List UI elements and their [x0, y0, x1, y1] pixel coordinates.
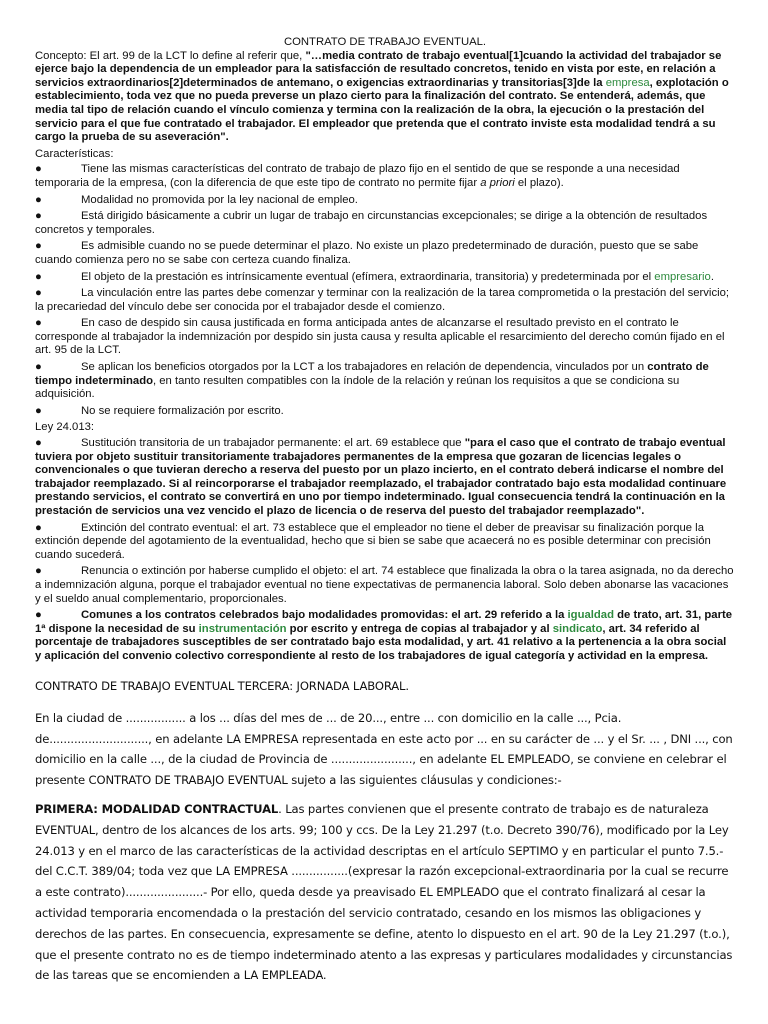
clause-primera: [35, 799, 735, 986]
bullet-glyph: ●: [35, 317, 42, 330]
bullet-bold: contrato de tiempo indeterminado: [35, 361, 709, 387]
bullet-item: [35, 271, 735, 285]
ley-text: Comunes a los contratos celebrados bajo modalidades promovidas: el art. 29 referido a la: [81, 609, 568, 622]
bullet-item: [35, 361, 735, 402]
link-empresa[interactable]: empresa: [605, 76, 650, 89]
ley-text: Extinción del contrato eventual: el art. 73 establece que el empleador no tiene el deber de preavisar su finalización porque la extinción depende del agotamiento de la eventualidad, hecho que si bien se sabe que acaecerá no es posible determinar con precisión cuando sucederá.: [35, 521, 711, 561]
bullet-glyph: ●: [35, 240, 42, 253]
concepto-quote: "…media contrato de trabajo eventual[1]cuando la actividad del trabajador se ejerce bajo la dependencia de un empleador para la satisfacción de resultado concretos, tenido en vista por este, en relación a servicios extraordinarios[2]determinados de antemano, o exigencias extraordinarias y transitorias[3]de la: [35, 49, 722, 89]
ley-item: [35, 437, 735, 519]
bullet-text-end: , en tanto resulten compatibles con la índole de la relación y reúnan los requisitos a que se condiciona su adquisición.: [35, 374, 680, 401]
ley-text: , art. 34 referido al porcentaje de trabajadores susceptibles de ser contratado bajo esta modalidad, y art. 41 relativo a la pertenencia a la obra social y aplicación del convenio colectivo correspondiente al resto de los trabajadores de igual categoría y actividad en la empresa.: [35, 622, 727, 662]
bullet-glyph: ●: [35, 210, 42, 223]
bullet-text: No se requiere formalización por escrito.: [81, 404, 284, 417]
bullet-item: [35, 210, 735, 237]
bullet-glyph: ●: [35, 361, 42, 374]
link-igualdad[interactable]: igualdad: [567, 609, 614, 622]
ley-text: por escrito y entrega de copias al trabajador y al: [286, 622, 553, 635]
link-instrumentacion[interactable]: instrumentación: [198, 622, 287, 635]
ley-text: de trato, art. 31, parte 1ª dispone la necesidad de su: [35, 609, 733, 635]
contract-intro: En la ciudad de ................. a los ... días del mes de ... de 20..., entre ... con domicilio en la calle ..., Pcia. de............................, en adelante LA EMPRESA representada en este acto por ... en su carácter de ... y el Sr. ... , DNI ..., con domicilio en la calle ..., de la ciudad de Provincia de ......................., en adelante EL EMPLEADO, se conviene en celebrar el presente CONTRATO DE TRABAJO EVENTUAL sujeto a las siguientes cláusulas y condiciones:-: [35, 710, 733, 788]
bullet-glyph: ●: [35, 565, 42, 578]
ley-item: [35, 565, 735, 606]
bullet-text-end: .: [710, 270, 714, 283]
document-title: CONTRATO DE TRABAJO EVENTUAL.: [283, 36, 487, 48]
bullet-text: Se aplican los beneficios otorgados por la LCT a los trabajadores en relación de dependencia, vinculados por un: [81, 361, 648, 374]
ley-item: [35, 522, 735, 563]
summary-section: [35, 36, 735, 667]
bullet-italic: a priori: [480, 176, 515, 189]
bullet-text: Es admisible cuando no se puede determinar el plazo. No existe un plazo predeterminado de duración, puesto que se sabe cuando comienza pero no se sabe con certeza cuando finaliza.: [35, 240, 699, 266]
ley-text: Renuncia o extinción por haberse cumplido el objeto: el art. 74 establece que finalizada la obra o la tarea asignada, no da derecho a indemnización alguna, porque el trabajador eventual no tiene expectativas de permanencia laboral. Solo deben abonarse las vacaciones y el sueldo anual complementario, proporcionales.: [35, 565, 734, 605]
bullet-glyph: ●: [35, 287, 42, 300]
bullet-item: [35, 194, 735, 208]
bullet-text-end: el plazo).: [514, 176, 564, 189]
bullet-item: [35, 405, 735, 419]
bullet-glyph: ●: [35, 193, 42, 206]
bullet-glyph: ●: [35, 437, 42, 450]
bullet-text: En caso de despido sin causa justificada en forma anticipada antes de alcanzarse el resultado previsto en el contrato le corresponde al trabajador la indemnización por despido sin justa causa y resulta aplicable el resarcimiento del derecho común fijado en el art. 95 de la LCT.: [35, 317, 725, 357]
concepto-intro: Concepto: El art. 99 de la LCT lo define al referir que,: [35, 49, 306, 62]
ley-bold: "para el caso que el contrato de trabajo eventual tuviera por objeto sustituir transitoriamente trabajadores permanentes de la empresa que gozaran de licencias legales o convencionales o que tuvieran derecho a reserva del puesto por un plazo incierto, en el contrato deberá indicarse el nombre del trabajador reemplazado. Si al reincorporarse el trabajador reemplazado, el trabajador contratado bajo esta modalidad continuare prestando servicios, el contrato se convertirá en uno por tiempo indeterminado. Igual consecuencia tendrá la continuación en la prestación de servicios una vez vencido el plazo de licencia o de reserva del puesto del trabajador reemplazado".: [35, 437, 727, 517]
link-sindicato[interactable]: sindicato: [552, 622, 603, 635]
bullet-text: Modalidad no promovida por la ley nacional de empleo.: [81, 193, 358, 206]
ley-label: Ley 24.013:: [35, 421, 95, 434]
bullet-glyph: ●: [35, 521, 42, 534]
clause-primera-label: PRIMERA: MODALIDAD CONTRACTUAL: [35, 801, 279, 816]
bullet-glyph: ●: [35, 404, 42, 417]
bullet-glyph: ●: [35, 163, 42, 176]
bullet-item: [35, 287, 735, 314]
bullet-text: Está dirigido básicamente a cubrir un lugar de trabajo en circunstancias excepcionales; se dirige a la obtención de resultados concretos y temporales.: [35, 210, 708, 236]
caracteristicas-label: Características:: [35, 147, 114, 160]
ley-item: [35, 609, 735, 663]
contract-section: [35, 676, 735, 994]
ley-text: Sustitución transitoria de un trabajador permanente: el art. 69 establece que: [81, 437, 465, 450]
concepto-quote-end: , explotación o establecimiento, toda vez que no pueda preverse un plazo cierto para la finalización del contrato. Se entenderá, además, que media tal tipo de relación cuando el vínculo comienza y termina con la realización de la obra, la ejecución o la prestación del servicio para el que fue contratado el trabajador. El empleador que pretenda que el contrato inviste esta modalidad tendrá a su cargo la prueba de su aseveración".: [35, 76, 729, 144]
contract-heading: CONTRATO DE TRABAJO EVENTUAL TERCERA: JORNADA LABORAL.: [35, 679, 409, 693]
bullet-item: [35, 317, 735, 358]
bullet-text: La vinculación entre las partes debe comenzar y terminar con la realización de la tarea comprometida o la prestación del servicio; la precariedad del vínculo debe ser conocida por el trabajador desde el comienzo.: [35, 287, 730, 313]
bullet-item: [35, 240, 735, 267]
bullet-item: [35, 163, 735, 190]
bullet-text: Tiene las mismas características del contrato de trabajo de plazo fijo en el sentido de que se responde a una necesidad temporaria de la empresa, (con la diferencia de que este tipo de contrato no permite fijar: [35, 163, 680, 189]
bullet-text: El objeto de la prestación es intrínsicamente eventual (efímera, extraordinaria, transitoria) y predeterminada por el: [81, 270, 655, 283]
bullet-glyph: ●: [35, 270, 42, 283]
link-empresario[interactable]: empresario: [654, 270, 711, 283]
bullet-glyph: ●: [35, 609, 42, 622]
concepto-paragraph: [35, 50, 735, 145]
clause-primera-text: . Las partes convienen que el presente contrato de trabajo es de naturaleza EVENTUAL, dentro de los alcances de los arts. 99; 100 y ccs. De la Ley 21.297 (t.o. Decreto 390/76), modificado por la Ley 24.013 y en el marco de las características de la actividad descriptas en el artículo SEPTIMO y en particular el punto 7.5.- del C.C.T. 389/04; toda vez que LA EMPRESA ................(expresar la razón excepcional-extraordinaria por la cual se recurre a este contrato)......................- Por ello, queda desde ya preavisado EL EMPLEADO que el contrato finalizará al cesar la actividad temporaria encomendada o la prestación del servicio contratado, cesando en los mismos las obligaciones y derechos de las partes. En consecuencia, expresamente se define, atento lo dispuesto en el art. 90 de la Ley 21.297 (t.o.), que el presente contrato no es de tiempo indeterminado atento a las expresas y particulares modalidades y circunstancias de las tareas que se encomienden a LA EMPLEADA.: [35, 801, 733, 983]
